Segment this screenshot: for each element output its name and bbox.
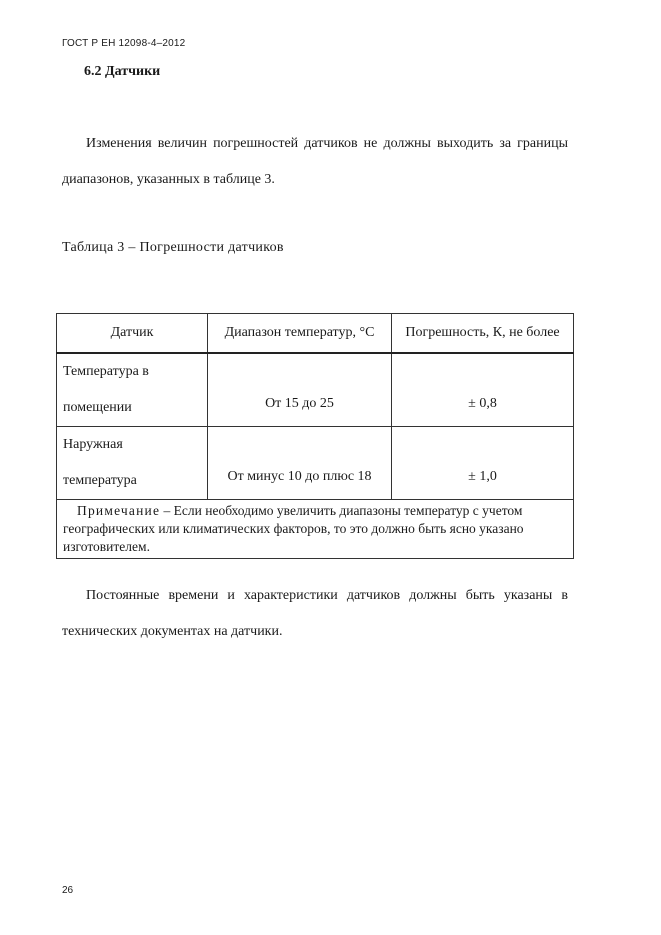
note-text: – Если необходимо увеличить диапазоны температур с учетом географических или климатических факторов, то это должно быть ясно указано изготовителем. (63, 503, 524, 554)
sensor-name-line2: помещении (63, 400, 132, 415)
table-header-row (57, 314, 574, 354)
sensor-error-table (56, 313, 574, 559)
column-header-sensor: Датчик (57, 314, 208, 354)
sensor-cell (57, 353, 208, 427)
table-note-row (57, 500, 574, 559)
table-row (57, 353, 574, 427)
sensor-name-line1: Температура в (63, 364, 149, 379)
page-number: 26 (62, 885, 74, 896)
column-header-range: Диапазон температур, °С (208, 314, 392, 354)
document-header: ГОСТ Р ЕН 12098-4–2012 (62, 38, 186, 49)
error-cell: ± 1,0 (392, 427, 574, 500)
sensor-cell (57, 427, 208, 500)
table-note (57, 500, 574, 559)
table-caption: Таблица 3 – Погрешности датчиков (62, 240, 284, 255)
section-title: 6.2 Датчики (84, 64, 161, 79)
range-cell: От минус 10 до плюс 18 (208, 427, 392, 500)
range-cell: От 15 до 25 (208, 353, 392, 427)
sensor-name-line2: температура (63, 473, 137, 488)
sensor-name-line1: Наружная (63, 437, 123, 452)
note-label: Примечание (77, 503, 161, 518)
paragraph-intro: Изменения величин погрешностей датчиков не должны выходить за границы диапазонов, указанных в таблице 3. (62, 136, 568, 187)
paragraph-closing: Постоянные времени и характеристики датчиков должны быть указаны в технических документах на датчики. (62, 588, 568, 639)
error-cell: ± 0,8 (392, 353, 574, 427)
column-header-error: Погрешность, К, не более (392, 314, 574, 354)
table-row (57, 427, 574, 500)
